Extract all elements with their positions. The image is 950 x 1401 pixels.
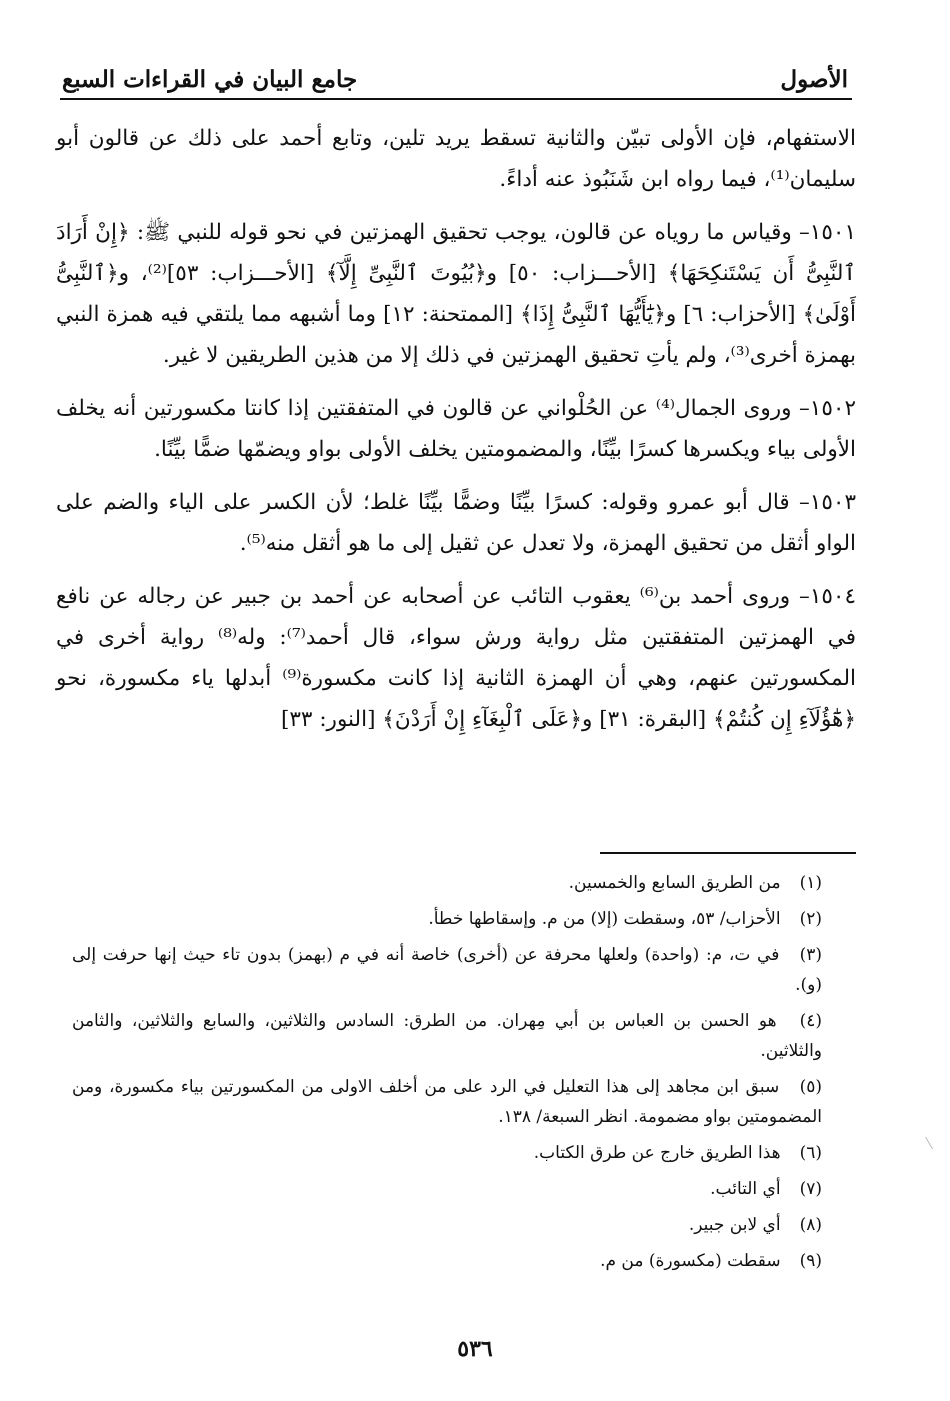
paragraph-1504: ١٥٠٤– وروى أحمد بن⁽⁶⁾ يعقوب التائب عن أصحابه عن أحمد بن جبير عن رجاله عن نافع في الهمزتين المتفقتين مثل رواية ورش سواء، قال أحمد⁽⁷⁾: وله⁽⁸⁾ رواية أخرى في المكسورتين عنهم، وهي أن الهمزة الثانية إذا كانت مكسورة⁽⁹⁾ أبدلها ياء مكسورة، نحو ﴿هَٰٓؤُلَآءِ إِن كُنتُمْ﴾ [البقرة: ٣١] و﴿عَلَى ٱلْبِغَآءِ إِنْ أَرَدْنَ﴾ [النور: ٣٣] bbox=[56, 584, 857, 732]
footnote-number: (٧) bbox=[799, 1179, 822, 1199]
footnote-text: في ت، م: (واحدة) ولعلها محرفة عن (أخرى) خاصة أنه في م (بهمز) بدون تاء حيث إنها حرفت إلى (و). bbox=[72, 945, 822, 995]
footnote-4 bbox=[72, 1006, 822, 1066]
footnote-number: (٨) bbox=[799, 1215, 822, 1235]
paragraph-1503: ١٥٠٣– قال أبو عمرو وقوله: كسرًا بيِّنًا وضمًّا بيِّنًا غلط؛ لأن الكسر على الياء والضم على الواو أثقل من تحقيق الهمزة، ولا تعدل عن ثقيل إلى ما هو أثقل منه⁽⁵⁾. bbox=[56, 490, 856, 556]
footnote-9 bbox=[72, 1246, 822, 1276]
footnote-3 bbox=[72, 940, 822, 1000]
footnote-number: (١) bbox=[799, 873, 822, 893]
paragraph-1502: ١٥٠٢– وروى الجمال⁽⁴⁾ عن الحُلْواني عن قالون في المتفقتين إذا كانتا مكسورتين أنه يخلف الأولى بياء ويكسرها كسرًا بيِّنًا، والمضمومتين يخلف الأولى بواو ويضمّها ضمًّا بيِّنًا. bbox=[56, 396, 856, 462]
footnote-number: (٦) bbox=[799, 1143, 822, 1163]
footnotes bbox=[72, 868, 822, 1282]
book-title: جامع البيان في القراءات السبع bbox=[62, 66, 358, 93]
footnote-number: (٤) bbox=[799, 1011, 822, 1031]
footnote-text: سبق ابن مجاهد إلى هذا التعليل في الرد على من أخلف الاولى من المكسورتين بياء مكسورة، ومن المضمومتين بواو مضمومة. انظر السبعة/ ١٣٨. bbox=[72, 1077, 822, 1127]
footnote-text: أي لابن جبير. bbox=[688, 1215, 781, 1235]
footnote-2 bbox=[72, 904, 822, 934]
footnote-number: (٢) bbox=[799, 909, 822, 929]
footnote-number: (٥) bbox=[799, 1077, 823, 1097]
paragraph-1501: ١٥٠١– وقياس ما روياه عن قالون، يوجب تحقيق الهمزتين في نحو قوله للنبي ﷺ: ﴿إِنْ أَرَادَ ٱلنَّبِىُّ أَن يَسْتَنكِحَهَا﴾ [الأحـــزاب: ٥٠] و﴿بُيُوتَ ٱلنَّبِىِّ إِلَّآ﴾ [الأحـــزاب: ٥٣]⁽²⁾، و﴿ٱلنَّبِىُّ أَوْلَىٰ﴾ [الأحزاب: ٦] و﴿يَٰٓأَيُّهَا ٱلنَّبِىُّ إِذَا﴾ [الممتحنة: ١٢] وما أشبهه مما يلتقي فيه همزة النبي بهمزة أخرى⁽³⁾، ولم يأتِ تحقيق الهمزتين في ذلك إلا من هذين الطريقين لا غير. bbox=[56, 220, 856, 368]
footnote-7 bbox=[72, 1174, 822, 1204]
footnote-text: هذا الطريق خارج عن طرق الكتاب. bbox=[533, 1143, 781, 1163]
margin-mark bbox=[925, 1133, 940, 1150]
paragraph-intro: الاستفهام، فإن الأولى تبيّن والثانية تسقط يريد تلين، وتابع أحمد على ذلك عن قالون أبو سليمان⁽¹⁾، فيما رواه ابن شَنَبُوذ عنه أداءً. bbox=[56, 126, 856, 192]
footnote-6 bbox=[72, 1138, 822, 1168]
footnote-text: هو الحسن بن العباس بن أبي مِهران. من الطرق: السادس والثلاثين، والسابع والثلاثين، والثامن والثلاثين. bbox=[72, 1011, 822, 1061]
running-header bbox=[60, 58, 852, 100]
footnote-number: (٩) bbox=[799, 1251, 822, 1271]
main-text bbox=[56, 118, 856, 752]
footnote-divider bbox=[600, 852, 856, 854]
footnote-number: (٣) bbox=[799, 945, 822, 965]
page-number: ٥٣٦ bbox=[457, 1336, 493, 1362]
footnote-1 bbox=[72, 868, 822, 898]
footnote-text: الأحزاب/ ٥٣، وسقطت (إلا) من م. وإسقاطها خطأ. bbox=[428, 909, 781, 929]
footnote-text: من الطريق السابع والخمسين. bbox=[568, 873, 781, 893]
footnote-text: سقطت (مكسورة) من م. bbox=[600, 1251, 781, 1271]
footnote-text: أي التائب. bbox=[710, 1179, 781, 1199]
footnote-5 bbox=[72, 1072, 822, 1132]
footnote-8 bbox=[72, 1210, 822, 1240]
chapter-title: الأصول bbox=[780, 66, 848, 93]
